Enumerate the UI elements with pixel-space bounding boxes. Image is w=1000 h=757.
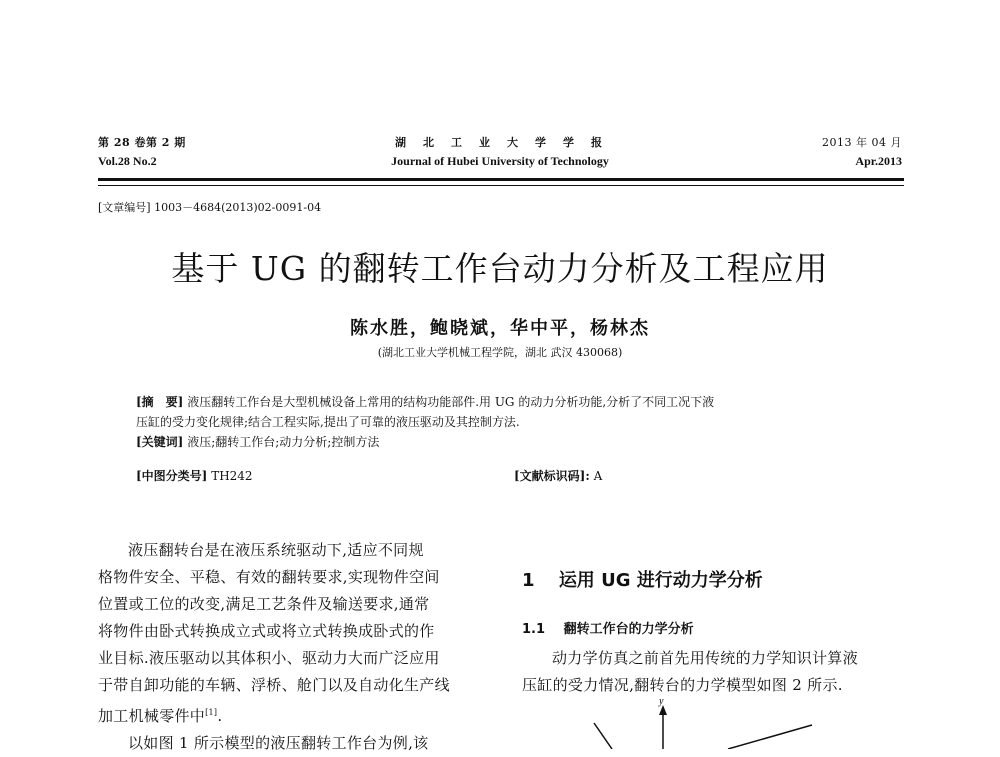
figure-left-member bbox=[594, 723, 612, 749]
journal-cn: 湖 北 工 业 大 学 学 报 bbox=[395, 136, 605, 149]
section-heading bbox=[522, 566, 763, 592]
doc-code: A bbox=[593, 469, 603, 483]
issue-cn: 第 28 卷第 2 期 bbox=[98, 136, 186, 149]
abstract-line-1: 液压翻转工作台是大型机械设备上常用的结构功能部件.用 UG 的动力分析功能,分析了不同工况下液 bbox=[187, 395, 715, 409]
subsection-title: 翻转工作台的力学分析 bbox=[563, 622, 694, 637]
body-line: 业目标.液压驱动以其体积小、驱动力大而广泛应用 bbox=[98, 649, 440, 667]
abstract-label: [摘 要] bbox=[136, 395, 184, 409]
article-number: [文章编号] 1003－4684(2013)02-0091-04 bbox=[98, 201, 322, 214]
clc-number: TH242 bbox=[211, 469, 253, 483]
citation-ref: [1] bbox=[205, 708, 218, 717]
doc-code-line bbox=[514, 466, 602, 486]
figure-right-member bbox=[728, 725, 812, 749]
paper-title: 基于 UG 的翻转工作台动力分析及工程应用 bbox=[171, 249, 829, 288]
body-line: 动力学仿真之前首先用传统的力学知识计算液 bbox=[552, 649, 859, 667]
figure-y-label: y bbox=[659, 696, 664, 707]
body-line-with-citation bbox=[98, 699, 490, 730]
abstract bbox=[136, 392, 876, 452]
subsection-heading bbox=[522, 618, 694, 637]
clc-line bbox=[136, 466, 253, 486]
section-title: 运用 UG 进行动力学分析 bbox=[558, 570, 763, 591]
citation-tail: . bbox=[217, 707, 223, 725]
issue-en: Vol.28 No.2 bbox=[98, 154, 157, 168]
abstract-line-2: 压缸的受力变化规律;结合工程实际,提出了可靠的液压驱动及其控制方法. bbox=[136, 415, 520, 429]
header-rule-thin bbox=[98, 185, 904, 186]
body-line: 格物件安全、平稳、有效的翻转要求,实现物件空间 bbox=[98, 568, 440, 586]
keywords-label: [关键词] bbox=[136, 435, 184, 449]
right-paragraph bbox=[522, 645, 912, 699]
authors: 陈水胜，鲍晓斌，华中平，杨林杰 bbox=[350, 318, 650, 339]
body-line: 压缸的受力情况,翻转台的力学模型如图 2 所示. bbox=[522, 676, 843, 694]
section-number: 1 bbox=[522, 570, 535, 591]
date-en: Apr.2013 bbox=[855, 154, 902, 168]
body-line: 液压翻转台是在液压系统驱动下,适应不同规 bbox=[128, 541, 424, 559]
body-line: 于带自卸功能的车辆、浮桥、舱门以及自动化生产线 bbox=[98, 676, 450, 694]
keywords: 液压;翻转工作台;动力分析;控制方法 bbox=[187, 435, 380, 449]
date-cn: 2013 年 04 月 bbox=[822, 136, 902, 149]
header-rule-thick bbox=[98, 178, 904, 181]
body-line: 加工机械零件中 bbox=[98, 707, 206, 725]
doc-code-label: [文献标识码]: bbox=[514, 469, 590, 483]
figure-2-partial bbox=[560, 695, 820, 749]
body-line: 位置或工位的改变,满足工艺条件及输送要求,通常 bbox=[98, 595, 430, 613]
body-line: 将物件由卧式转换成立式或将立式转换成卧式的作 bbox=[98, 622, 435, 640]
journal-en: Journal of Hubei University of Technology bbox=[391, 154, 609, 168]
subsection-number: 1.1 bbox=[522, 622, 546, 637]
clc-label: [中图分类号] bbox=[136, 469, 208, 483]
body-line: 以如图 1 所示模型的液压翻转工作台为例,该 bbox=[128, 734, 429, 752]
left-column bbox=[98, 537, 490, 757]
affiliation: (湖北工业大学机械工程学院，湖北 武汉 430068) bbox=[377, 346, 623, 359]
